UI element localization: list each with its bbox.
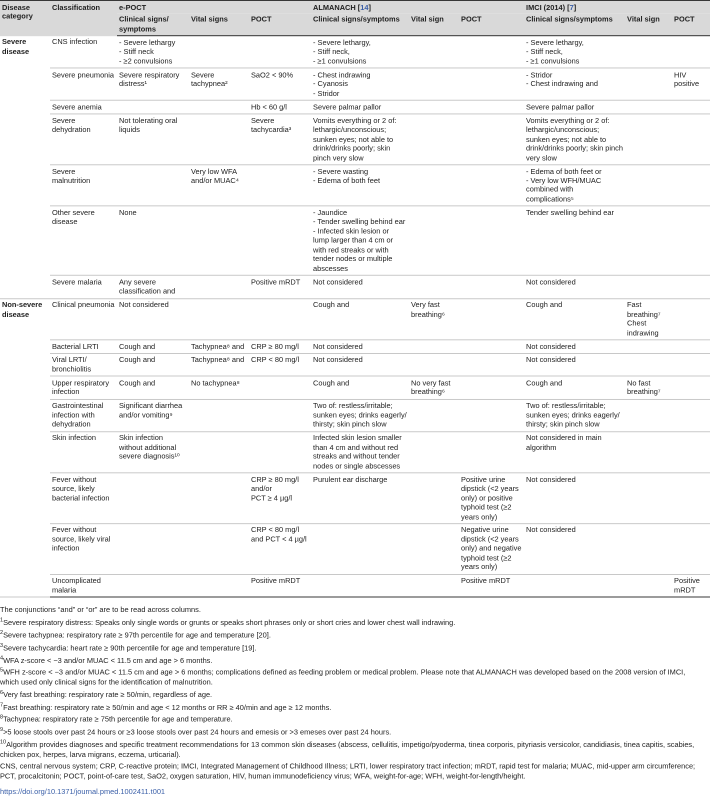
epoct-vital-cell bbox=[189, 399, 249, 431]
footnote bbox=[0, 656, 705, 665]
header-disease-category: Disease category bbox=[0, 0, 50, 36]
imci-vital-cell: No fast breathing⁷ bbox=[625, 376, 672, 399]
classification-cell: Bacterial LRTI bbox=[50, 340, 117, 354]
almanach-vital-cell bbox=[409, 100, 459, 114]
imci-poct-cell bbox=[672, 165, 710, 206]
imci-poct-cell bbox=[672, 275, 710, 298]
imci-vital-cell bbox=[625, 165, 672, 206]
almanach-poct-cell bbox=[459, 36, 524, 68]
table-row bbox=[0, 165, 710, 206]
table-row bbox=[0, 340, 710, 354]
epoct-poct-cell bbox=[249, 376, 311, 399]
classification-cell: Severe malnutrition bbox=[50, 165, 117, 206]
epoct-poct-cell: Positive mRDT bbox=[249, 275, 311, 298]
almanach-poct-cell bbox=[459, 114, 524, 165]
classification-cell: Other severe disease bbox=[50, 206, 117, 275]
imci-poct-cell bbox=[672, 399, 710, 431]
imci-vital-cell bbox=[625, 399, 672, 431]
epoct-clinical-cell bbox=[117, 165, 189, 206]
imci-clinical-cell: Two of: restless/irritable; sunken eyes; drinks eagerly/ thirsty; skin pinch slow bbox=[524, 399, 625, 431]
almanach-clinical-cell: Cough and bbox=[311, 376, 409, 399]
imci-clinical-cell: Not considered bbox=[524, 473, 625, 524]
header-group-almanach-text: ALMANACH [14] bbox=[313, 2, 371, 12]
footnote-marker: 4 bbox=[0, 655, 4, 662]
almanach-vital-cell bbox=[409, 574, 459, 597]
footnote-text: >5 loose stools over past 24 hours or ≥3 loose stools over past 24 hours and emesis or >3 emeses over past 24 hours. bbox=[3, 727, 392, 737]
imci-poct-cell bbox=[672, 473, 710, 524]
epoct-clinical-cell: Significant diarrhea and/or vomiting⁹ bbox=[117, 399, 189, 431]
imci-vital-cell bbox=[625, 473, 672, 524]
almanach-vital-cell bbox=[409, 114, 459, 165]
epoct-vital-cell: Tachypnea⁸ and bbox=[189, 340, 249, 354]
table-row bbox=[0, 36, 710, 68]
epoct-vital-cell bbox=[189, 298, 249, 339]
almanach-poct-cell bbox=[459, 399, 524, 431]
epoct-clinical-cell: Cough and bbox=[117, 376, 189, 399]
table-body bbox=[0, 36, 710, 597]
epoct-clinical-cell bbox=[117, 473, 189, 524]
epoct-clinical-cell bbox=[117, 524, 189, 575]
classification-cell: Fever without source, likely viral infection bbox=[50, 524, 117, 575]
almanach-poct-cell bbox=[459, 431, 524, 472]
imci-vital-cell bbox=[625, 206, 672, 275]
imci-clinical-cell: Vomits everything or 2 of: lethargic/unconscious; sunken eyes; not able to drink/drinks poorly; skin pinch very slow bbox=[524, 114, 625, 165]
almanach-poct-cell bbox=[459, 100, 524, 114]
classification-cell: Upper respiratory infection bbox=[50, 376, 117, 399]
epoct-vital-cell: Very low WFA and/or MUAC⁴ bbox=[189, 165, 249, 206]
imci-vital-cell bbox=[625, 574, 672, 597]
table-row bbox=[0, 353, 710, 376]
disease-category-cell: Non-severe disease bbox=[0, 298, 50, 597]
imci-poct-cell bbox=[672, 353, 710, 376]
almanach-poct-cell bbox=[459, 165, 524, 206]
imci-clinical-cell: - Severe lethargy, - Stiff neck, - ≥1 convulsions bbox=[524, 36, 625, 68]
table-row bbox=[0, 114, 710, 165]
table-row bbox=[0, 100, 710, 114]
imci-vital-cell bbox=[625, 431, 672, 472]
almanach-vital-cell bbox=[409, 340, 459, 354]
almanach-poct-cell bbox=[459, 298, 524, 339]
imci-clinical-cell: Not considered bbox=[524, 524, 625, 575]
epoct-poct-cell: CRP < 80 mg/l and PCT < 4 µg/l bbox=[249, 524, 311, 575]
almanach-clinical-cell bbox=[311, 574, 409, 597]
imci-vital-cell bbox=[625, 275, 672, 298]
imci-poct-cell bbox=[672, 431, 710, 472]
epoct-clinical-cell: Any severe classification and bbox=[117, 275, 189, 298]
epoct-vital-cell bbox=[189, 473, 249, 524]
imci-clinical-cell: - Edema of both feet or - Very low WFH/MUAC combined with complications⁵ bbox=[524, 165, 625, 206]
header-almanach-clinical: Clinical signs/symptoms bbox=[311, 14, 409, 36]
header-almanach-vital: Vital sign bbox=[409, 14, 459, 36]
epoct-clinical-cell: - Severe lethargy - Stiff neck - ≥2 convulsions bbox=[117, 36, 189, 68]
almanach-vital-cell bbox=[409, 68, 459, 100]
header-imci-vital: Vital sign bbox=[625, 14, 672, 36]
footnote bbox=[0, 631, 705, 640]
imci-clinical-cell: Severe palmar pallor bbox=[524, 100, 625, 114]
imci-clinical-cell: Tender swelling behind ear bbox=[524, 206, 625, 275]
imci-poct-cell bbox=[672, 376, 710, 399]
classification-cell: Severe malaria bbox=[50, 275, 117, 298]
header-group-epoct: e-POCT bbox=[117, 0, 311, 13]
classification-cell: Severe anemia bbox=[50, 100, 117, 114]
imci-clinical-cell: Not considered bbox=[524, 275, 625, 298]
header-classification: Classification bbox=[50, 0, 117, 36]
epoct-vital-cell: Tachypnea⁸ and bbox=[189, 353, 249, 376]
epoct-clinical-cell bbox=[117, 100, 189, 114]
almanach-clinical-cell bbox=[311, 524, 409, 575]
imci-vital-cell bbox=[625, 340, 672, 354]
classification-cell: Fever without source, likely bacterial infection bbox=[50, 473, 117, 524]
footnote bbox=[0, 690, 705, 699]
epoct-poct-cell: CRP < 80 mg/l bbox=[249, 353, 311, 376]
footnote-text: Severe respiratory distress: Speaks only single words or grunts or speaks short phrases only or short cries and lower chest wall indrawing. bbox=[3, 618, 456, 627]
almanach-clinical-cell: Not considered bbox=[311, 353, 409, 376]
table-row bbox=[0, 206, 710, 275]
imci-clinical-cell: Cough and bbox=[524, 298, 625, 339]
footnote bbox=[0, 715, 705, 724]
header-epoct-poct: POCT bbox=[249, 14, 311, 36]
almanach-clinical-cell: - Severe wasting - Edema of both feet bbox=[311, 165, 409, 206]
footnote bbox=[0, 740, 705, 759]
epoct-vital-cell bbox=[189, 275, 249, 298]
footnote-marker: 10 bbox=[0, 739, 7, 746]
footnote-marker: 3 bbox=[0, 642, 4, 649]
almanach-vital-cell bbox=[409, 524, 459, 575]
imci-vital-cell bbox=[625, 68, 672, 100]
epoct-poct-cell bbox=[249, 298, 311, 339]
footnote-text: Tachypnea: respiratory rate ≥ 75th percentile for age and temperature. bbox=[3, 715, 233, 725]
footnote bbox=[0, 703, 705, 712]
epoct-poct-cell: SaO2 < 90% bbox=[249, 68, 311, 100]
header-almanach-poct: POCT bbox=[459, 14, 524, 36]
footnote-marker: 7 bbox=[0, 702, 4, 709]
epoct-vital-cell bbox=[189, 100, 249, 114]
epoct-poct-cell bbox=[249, 399, 311, 431]
table-row bbox=[0, 275, 710, 298]
epoct-poct-cell: Hb < 60 g/l bbox=[249, 100, 311, 114]
footnote bbox=[0, 618, 705, 627]
footnote-marker: 9 bbox=[0, 727, 4, 734]
almanach-clinical-cell: Not considered bbox=[311, 340, 409, 354]
epoct-clinical-cell: None bbox=[117, 206, 189, 275]
epoct-poct-cell: Positive mRDT bbox=[249, 574, 311, 597]
footnote-text: Severe tachypnea: respiratory rate ≥ 97th percentile for age and temperature [20]. bbox=[3, 630, 271, 640]
classification-cell: Severe pneumonia bbox=[50, 68, 117, 100]
footnote-marker: 2 bbox=[0, 630, 4, 637]
table-row bbox=[0, 376, 710, 399]
footnote-text: Fast breathing: respiratory rate ≥ 50/min and age < 12 months or RR ≥ 40/min and age ≥ 12 months. bbox=[3, 702, 332, 712]
imci-poct-cell bbox=[672, 206, 710, 275]
almanach-vital-cell bbox=[409, 165, 459, 206]
almanach-clinical-cell: - Severe lethargy, - Stiff neck, - ≥1 convulsions bbox=[311, 36, 409, 68]
imci-poct-cell bbox=[672, 114, 710, 165]
classification-cell: Clinical pneumonia bbox=[50, 298, 117, 339]
table-row bbox=[0, 68, 710, 100]
epoct-poct-cell: CRP ≥ 80 mg/l bbox=[249, 340, 311, 354]
imci-poct-cell bbox=[672, 298, 710, 339]
imci-clinical-cell: Cough and bbox=[524, 376, 625, 399]
epoct-vital-cell: No tachypnea⁸ bbox=[189, 376, 249, 399]
footnote-text: WFH z-score < −3 and/or MUAC < 11.5 cm and age > 6 months; complications defined as feeding problem or medical problem. Please note that ALMANACH was developed based on the 2008 version of IMCI, which used only clinical signs for the identification of malnutrition. bbox=[0, 668, 686, 687]
almanach-clinical-cell: Cough and bbox=[311, 298, 409, 339]
almanach-vital-cell bbox=[409, 275, 459, 298]
epoct-poct-cell bbox=[249, 36, 311, 68]
classification-cell: Gastrointestinal infection with dehydration bbox=[50, 399, 117, 431]
table-row bbox=[0, 431, 710, 472]
almanach-poct-cell bbox=[459, 340, 524, 354]
almanach-poct-cell bbox=[459, 275, 524, 298]
imci-clinical-cell: Not considered bbox=[524, 340, 625, 354]
classification-cell: Viral LRTI/ bronchiolitis bbox=[50, 353, 117, 376]
almanach-clinical-cell: - Chest indrawing - Cyanosis - Stridor bbox=[311, 68, 409, 100]
footnote-text: Algorithm provides diagnoses and specific treatment recommendations for 13 common skin diseases (abscess, cellulitis, impetigo/pyoderma, tinea corporis, pityriasis versicolor, candidiasis, tinea capitis, scabies, chicken pox, herpes, larva migrans, eczema, urticarial). bbox=[0, 740, 695, 759]
almanach-poct-cell: Negative urine dipstick (<2 years only) and negative typhoid test (≥2 years only) bbox=[459, 524, 524, 575]
footnote-marker: 6 bbox=[0, 689, 4, 696]
almanach-poct-cell bbox=[459, 376, 524, 399]
footnote bbox=[0, 643, 705, 652]
epoct-vital-cell bbox=[189, 431, 249, 472]
epoct-vital-cell bbox=[189, 574, 249, 597]
almanach-poct-cell: Positive mRDT bbox=[459, 574, 524, 597]
header-imci-clinical: Clinical signs/symptoms bbox=[524, 14, 625, 36]
almanach-clinical-cell: Severe palmar pallor bbox=[311, 100, 409, 114]
header-group-imci bbox=[524, 0, 710, 13]
table-footnotes bbox=[0, 606, 705, 781]
epoct-clinical-cell: Severe respiratory distress¹ bbox=[117, 68, 189, 100]
header-epoct-clinical: Clinical signs/ symptoms bbox=[117, 14, 189, 36]
almanach-vital-cell bbox=[409, 353, 459, 376]
imci-poct-cell bbox=[672, 524, 710, 575]
almanach-clinical-cell: Infected skin lesion smaller than 4 cm and without red streaks and without tender nodes or single abscesses bbox=[311, 431, 409, 472]
epoct-poct-cell: CRP ≥ 80 mg/l and/or PCT ≥ 4 µg/l bbox=[249, 473, 311, 524]
epoct-vital-cell bbox=[189, 114, 249, 165]
epoct-vital-cell bbox=[189, 524, 249, 575]
epoct-vital-cell: Severe tachypnea² bbox=[189, 68, 249, 100]
imci-poct-cell: Positive mRDT bbox=[672, 574, 710, 597]
imci-poct-cell bbox=[672, 100, 710, 114]
footnote-text: The conjunctions “and” or “or” are to be read across columns. bbox=[0, 605, 201, 615]
epoct-vital-cell bbox=[189, 206, 249, 275]
header-imci-poct: POCT bbox=[672, 14, 710, 36]
doi-link[interactable]: https://doi.org/10.1371/journal.pmed.1002411.t001 bbox=[0, 786, 166, 796]
header-group-almanach bbox=[311, 0, 524, 13]
almanach-poct-cell bbox=[459, 353, 524, 376]
imci-clinical-cell: Not considered bbox=[524, 353, 625, 376]
classification-cell: CNS infection bbox=[50, 36, 117, 68]
epoct-vital-cell bbox=[189, 36, 249, 68]
epoct-poct-cell: Severe tachycardia³ bbox=[249, 114, 311, 165]
almanach-vital-cell: Very fast breathing⁶ bbox=[409, 298, 459, 339]
footnote-marker: 8 bbox=[0, 714, 4, 721]
table-row bbox=[0, 473, 710, 524]
table-row bbox=[0, 298, 710, 339]
imci-vital-cell bbox=[625, 100, 672, 114]
imci-clinical-cell: Not considered in main algorithm bbox=[524, 431, 625, 472]
almanach-clinical-cell: Purulent ear discharge bbox=[311, 473, 409, 524]
almanach-poct-cell bbox=[459, 68, 524, 100]
imci-poct-cell bbox=[672, 340, 710, 354]
footnote bbox=[0, 762, 705, 781]
imci-vital-cell: Fast breathing⁷ Chest indrawing bbox=[625, 298, 672, 339]
footnote-marker: 1 bbox=[0, 617, 4, 624]
almanach-poct-cell: Positive urine dipstick (<2 years only) or positive typhoid test (≥2 years only) bbox=[459, 473, 524, 524]
imci-clinical-cell: - Stridor - Chest indrawing and bbox=[524, 68, 625, 100]
disease-category-cell: Severe disease bbox=[0, 36, 50, 298]
almanach-clinical-cell: Two of: restless/irritable; sunken eyes; drinks eagerly/ thirsty; skin pinch slow bbox=[311, 399, 409, 431]
footnote-text: WFA z-score < −3 and/or MUAC < 11.5 cm and age > 6 months. bbox=[3, 655, 213, 665]
footnote-text: CNS, central nervous system; CRP, C-reactive protein; IMCI, Integrated Management of Childhood Illness; LRTI, lower respiratory tract infection; mRDT, rapid test for malaria; MUAC, mid-upper arm circumference; PCT, procalcitonin; POCT, point-of-care test, SaO2, oxygen saturation, HIV, human immunodeficiency virus; WFA, weight-for-age; WFH, weight-for-length/height. bbox=[0, 762, 696, 781]
classification-cell: Uncomplicated malaria bbox=[50, 574, 117, 597]
classification-cell: Skin infection bbox=[50, 431, 117, 472]
table-row bbox=[0, 574, 710, 597]
table-row bbox=[0, 399, 710, 431]
epoct-clinical-cell: Cough and bbox=[117, 340, 189, 354]
footnote bbox=[0, 728, 705, 737]
almanach-vital-cell bbox=[409, 399, 459, 431]
imci-vital-cell bbox=[625, 524, 672, 575]
almanach-poct-cell bbox=[459, 206, 524, 275]
footnote bbox=[0, 668, 705, 687]
almanach-clinical-cell: - Jaundice - Tender swelling behind ear - Infected skin lesion or lump larger than 4 cm or with red streaks or with tender nodes or multiple abscesses bbox=[311, 206, 409, 275]
almanach-vital-cell bbox=[409, 473, 459, 524]
almanach-clinical-cell: Not considered bbox=[311, 275, 409, 298]
epoct-clinical-cell: Not tolerating oral liquids bbox=[117, 114, 189, 165]
imci-vital-cell bbox=[625, 353, 672, 376]
footnote-text: Very fast breathing: respiratory rate ≥ 50/min, regardless of age. bbox=[3, 690, 213, 699]
epoct-clinical-cell: Not considered bbox=[117, 298, 189, 339]
almanach-vital-cell bbox=[409, 431, 459, 472]
footnote-marker: 5 bbox=[0, 667, 4, 674]
imci-vital-cell bbox=[625, 114, 672, 165]
table-row bbox=[0, 524, 710, 575]
header-group-imci-text: IMCI (2014) [7] bbox=[526, 2, 577, 12]
footnote bbox=[0, 606, 705, 615]
epoct-poct-cell bbox=[249, 431, 311, 472]
epoct-poct-cell bbox=[249, 165, 311, 206]
footnote-text: Severe tachycardia: heart rate ≥ 90th percentile for age and temperature [19]. bbox=[3, 643, 257, 652]
imci-vital-cell bbox=[625, 36, 672, 68]
imci-poct-cell bbox=[672, 36, 710, 68]
almanach-clinical-cell: Vomits everything or 2 of: lethargic/unconscious; sunken eyes; not able to drink/drinks poorly; skin pinch very slow bbox=[311, 114, 409, 165]
epoct-poct-cell bbox=[249, 206, 311, 275]
imci-poct-cell: HIV positive bbox=[672, 68, 710, 100]
epoct-clinical-cell: Skin infection without additional severe diagnosis¹⁰ bbox=[117, 431, 189, 472]
epoct-clinical-cell bbox=[117, 574, 189, 597]
imci-clinical-cell bbox=[524, 574, 625, 597]
almanach-vital-cell bbox=[409, 36, 459, 68]
classification-cell: Severe dehydration bbox=[50, 114, 117, 165]
header-epoct-vital: Vital signs bbox=[189, 14, 249, 36]
almanach-vital-cell: No very fast breathing⁶ bbox=[409, 376, 459, 399]
epoct-clinical-cell: Cough and bbox=[117, 353, 189, 376]
almanach-vital-cell bbox=[409, 206, 459, 275]
